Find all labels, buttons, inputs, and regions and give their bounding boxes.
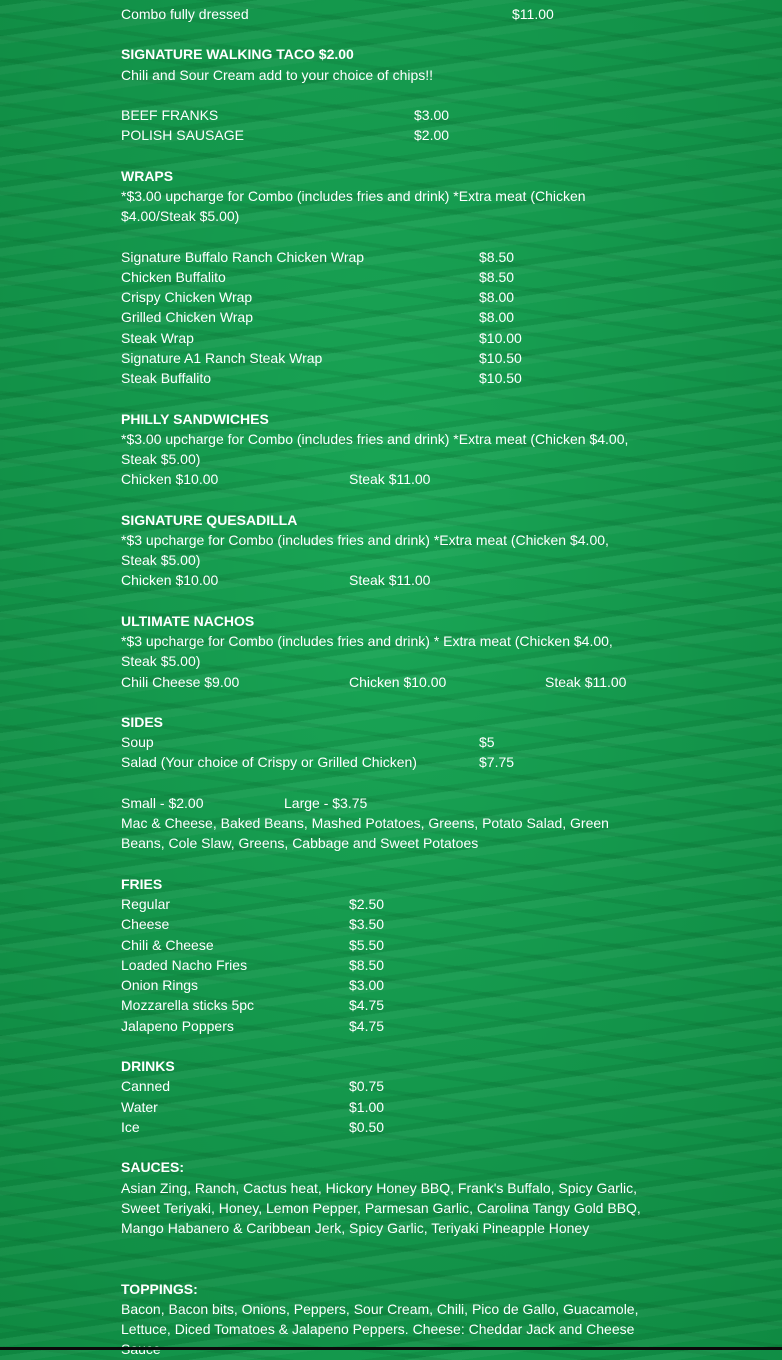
item-price: $8.50 [349, 957, 385, 973]
menu-row [121, 894, 401, 914]
item-label: Regular [121, 896, 171, 912]
sauces-list: Asian Zing, Ranch, Cactus heat, Hickory Honey BBQ, Frank's Buffalo, Spicy Garlic, Sweet Teriyaki, Honey, Lemon Pepper, Parmesan Garlic, Carolina Tangy Gold BBQ, Mango Habanero & Caribbean Jerk, Spicy Garlic, Teriyaki Pineapple Honey [121, 1180, 641, 1237]
item-label: Ice [121, 1119, 140, 1135]
item-price: $0.75 [349, 1078, 385, 1094]
item-label: Cheese [121, 916, 170, 932]
menu-row-salad [121, 752, 541, 772]
item-label: Soup [121, 734, 154, 750]
quesadilla-title: SIGNATURE QUESADILLA [121, 512, 298, 528]
combo-row [121, 4, 554, 24]
item-label: Grilled Chicken Wrap [121, 309, 254, 325]
item-price: $5 [479, 734, 495, 750]
sides-title: SIDES [121, 714, 164, 730]
item-label: Crispy Chicken Wrap [121, 289, 253, 305]
drinks-title: DRINKS [121, 1058, 175, 1074]
item-price: $0.50 [349, 1119, 385, 1135]
item-label: Signature Buffalo Ranch Chicken Wrap [121, 249, 365, 265]
menu-row [121, 975, 401, 995]
item-label: Jalapeno Poppers [121, 1018, 234, 1034]
sides-sizes [121, 793, 421, 813]
philly-note: *$3.00 upcharge for Combo (includes fries and drink) *Extra meat (Chicken $4.00, Steak $5.00) [121, 431, 629, 468]
item-price: $1.00 [349, 1099, 385, 1115]
menu-row [121, 287, 541, 307]
menu-row [121, 995, 401, 1015]
item-label: Steak Wrap [121, 330, 194, 346]
item-label: Loaded Nacho Fries [121, 957, 248, 973]
item-label: Signature A1 Ranch Steak Wrap [121, 350, 323, 366]
philly-title: PHILLY SANDWICHES [121, 411, 269, 427]
menu-row [121, 935, 401, 955]
item-label: Chicken Buffalito [121, 269, 226, 285]
walking-taco-title: SIGNATURE WALKING TACO $2.00 [121, 46, 354, 62]
quesadilla-note: *$3 upcharge for Combo (includes fries and drink) *Extra meat (Chicken $4.00, Steak $5.00) [121, 532, 609, 569]
combo-label: Combo fully dressed [121, 6, 249, 22]
walking-taco-desc: Chili and Sour Cream add to your choice of chips!! [121, 67, 434, 83]
option-steak: Steak $11.00 [349, 572, 431, 588]
nachos-options [121, 672, 641, 692]
menu-row [121, 368, 541, 388]
menu-row-soup [121, 732, 541, 752]
item-price: $4.75 [349, 1018, 385, 1034]
size-large: Large - $3.75 [284, 795, 368, 811]
sauces-title: SAUCES: [121, 1159, 185, 1175]
item-label: Water [121, 1099, 158, 1115]
item-price: $3.00 [414, 107, 450, 123]
menu-row [121, 1097, 401, 1117]
option-chicken: Chicken $10.00 [121, 572, 219, 588]
nachos-title: ULTIMATE NACHOS [121, 613, 255, 629]
item-price: $10.50 [479, 350, 522, 366]
item-price: $5.50 [349, 937, 385, 953]
menu-row [121, 328, 541, 348]
item-price: $3.50 [349, 916, 385, 932]
size-small: Small - $2.00 [121, 795, 204, 811]
menu-row [121, 1117, 401, 1137]
menu-row [121, 955, 401, 975]
item-label: Salad (Your choice of Crispy or Grilled Chicken) [121, 754, 417, 770]
item-price: $10.00 [479, 330, 522, 346]
toppings-title: TOPPINGS: [121, 1281, 198, 1297]
item-price: $2.50 [349, 896, 385, 912]
item-price: $8.00 [479, 289, 515, 305]
item-price: $8.50 [479, 249, 515, 265]
sides-list: Mac & Cheese, Baked Beans, Mashed Potatoes, Greens, Potato Salad, Green Beans, Cole Slaw, Greens, Cabbage and Sweet Potatoes [121, 815, 609, 852]
item-price: $2.00 [414, 127, 450, 143]
item-price: $7.75 [479, 754, 515, 770]
menu-row [121, 1076, 401, 1096]
menu-row [121, 267, 541, 287]
option-chicken: Chicken $10.00 [349, 674, 447, 690]
menu-row [121, 307, 541, 327]
menu-row [121, 247, 541, 267]
option-chicken: Chicken $10.00 [121, 471, 219, 487]
option-chili-cheese: Chili Cheese $9.00 [121, 674, 240, 690]
option-steak: Steak $11.00 [349, 471, 431, 487]
option-steak: Steak $11.00 [545, 674, 627, 690]
menu-row-beef-franks [121, 105, 461, 125]
menu-row [121, 348, 541, 368]
item-label: POLISH SAUSAGE [121, 127, 244, 143]
menu-row-polish-sausage [121, 125, 461, 145]
wraps-note: *$3.00 upcharge for Combo (includes fries and drink) *Extra meat (Chicken $4.00/Steak $5.00) [121, 188, 586, 225]
item-label: Steak Buffalito [121, 370, 212, 386]
item-label: BEEF FRANKS [121, 107, 219, 123]
menu-row [121, 1016, 401, 1036]
item-label: Canned [121, 1078, 171, 1094]
toppings-list: Bacon, Bacon bits, Onions, Peppers, Sour Cream, Chili, Pico de Gallo, Guacamole, Lettuce, Diced Tomatoes & Jalapeno Peppers. Cheese: Cheddar Jack and Cheese [121, 1301, 639, 1338]
quesadilla-options [121, 570, 461, 590]
wraps-title: WRAPS [121, 168, 174, 184]
item-price: $8.00 [479, 309, 515, 325]
nachos-note: *$3 upcharge for Combo (includes fries and drink) * Extra meat (Chicken $4.00, Steak $5.00) [121, 633, 613, 670]
item-label: Onion Rings [121, 977, 199, 993]
menu-row [121, 914, 401, 934]
item-price: $4.75 [349, 997, 385, 1013]
item-label: Chili & Cheese [121, 937, 214, 953]
item-price: $10.50 [479, 370, 522, 386]
combo-price: $11.00 [512, 6, 554, 22]
item-label: Mozzarella sticks 5pc [121, 997, 255, 1013]
philly-options [121, 469, 461, 489]
item-price: $8.50 [479, 269, 515, 285]
fries-title: FRIES [121, 876, 163, 892]
item-price: $3.00 [349, 977, 385, 993]
